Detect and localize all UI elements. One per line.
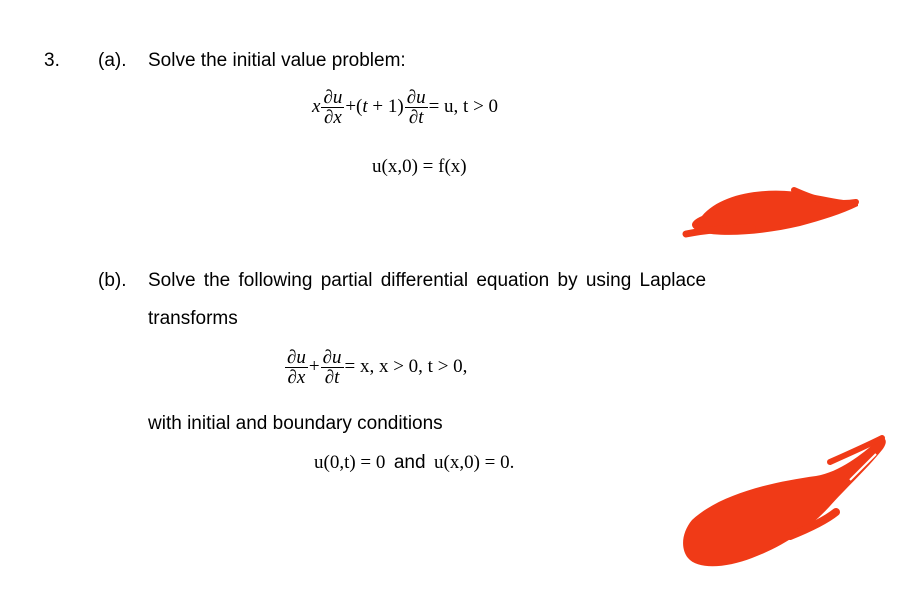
part-a-initial-condition: u(x,0) = f(x)	[372, 156, 467, 177]
du-dt-fraction: $\frac{\partial u}{\partial t}$	[322, 347, 342, 388]
boundary-condition-1: u(0,t) = 0	[314, 452, 386, 473]
part-b-conditions-text: with initial and boundary conditions	[148, 413, 443, 434]
part-b-prompt-line2: transforms	[148, 308, 238, 329]
du-dt-fraction: $\frac{\partial u}{\partial t}$	[406, 87, 426, 128]
part-b-label: (b).	[98, 270, 127, 291]
question-number: 3.	[44, 50, 60, 71]
red-scribble-redaction	[682, 178, 862, 244]
cropped-text-fragment	[412, 0, 452, 2]
part-a-pde: x $\frac{\partial u}{\partial x}$ +(t + 1) $\frac{\partial u}{\partial t}$ = u, t > 0	[312, 87, 499, 128]
and-word: and	[393, 452, 426, 473]
du-dx-fraction: $\frac{\partial u}{\partial x}$	[323, 87, 343, 128]
part-b-boundary-conditions	[314, 452, 514, 474]
part-b-equation-rhs: = x, x > 0, t > 0,	[344, 355, 468, 377]
du-dx-fraction: $\frac{\partial u}{\partial x}$	[287, 347, 306, 388]
red-scribble-redaction	[680, 424, 892, 574]
part-b-prompt-line1: Solve the following partial differential equation by using Laplace	[148, 270, 707, 291]
part-a-prompt: Solve the initial value problem:	[148, 50, 406, 71]
part-a-label: (a).	[98, 50, 127, 71]
boundary-condition-2: u(x,0) = 0.	[434, 452, 515, 473]
part-b-pde: $\frac{\partial u}{\partial x}$ + $\frac{\partial u}{\partial t}$ = x, x > 0, t > 0,	[287, 347, 468, 388]
part-a-equation-rhs: = u, t > 0	[428, 95, 499, 117]
